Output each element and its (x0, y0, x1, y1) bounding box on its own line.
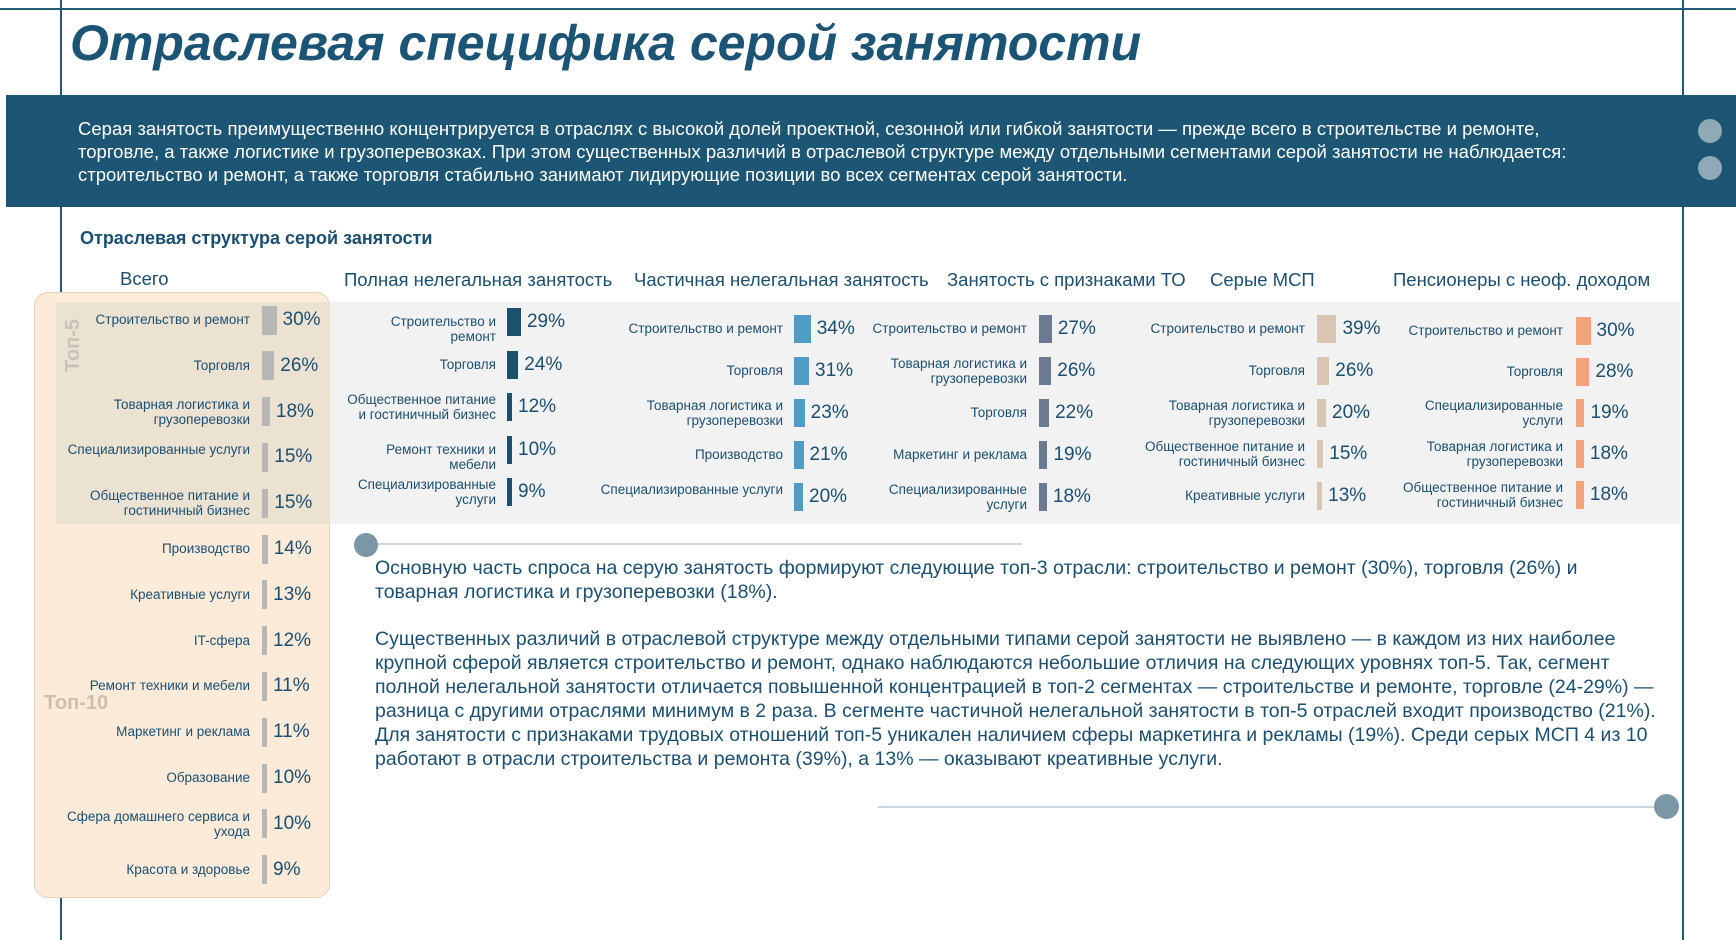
value-label: 31% (815, 360, 854, 381)
header-sme: Серые МСП (1210, 269, 1315, 290)
header-labor-relations: Занятость с признаками ТО (947, 269, 1186, 290)
category-label: Специализированные услуги (357, 477, 496, 507)
value-label: 18% (1589, 443, 1628, 464)
bar (794, 483, 803, 511)
category-label: Ремонт техники и мебели (89, 678, 250, 694)
value-label: 12% (518, 396, 557, 417)
header-total: Всего (120, 268, 169, 289)
banner-dot-upper (1698, 119, 1722, 143)
bar (794, 399, 805, 427)
value-label: 19% (1590, 402, 1629, 423)
value-label: 27% (1057, 318, 1096, 339)
value-label: 13% (1328, 485, 1367, 507)
top10-label: Топ-10 (44, 692, 109, 714)
value-label: 26% (1057, 360, 1096, 381)
right-frame-line (1682, 0, 1684, 95)
category-label: Креативные услуги (1185, 488, 1305, 504)
bar (1039, 483, 1047, 511)
category-label: Специализированные услуги (888, 482, 1027, 512)
bar (794, 441, 804, 469)
value-label: 20% (1332, 401, 1371, 423)
category-label: Маркетинг и реклама (116, 724, 250, 740)
value-label: 18% (1052, 486, 1091, 507)
category-label: Общественное питание и гостиничный бизнес (1402, 480, 1563, 510)
value-label: 12% (273, 629, 312, 651)
value-label: 18% (275, 400, 314, 422)
value-label: 10% (518, 438, 557, 460)
slider-track-upper (366, 543, 1022, 545)
bar (262, 397, 270, 426)
bar (507, 478, 512, 506)
category-label: Торговля (1506, 364, 1563, 379)
left-frame-line (60, 0, 62, 95)
category-label: Товарная логистика и грузоперевозки (646, 398, 783, 428)
value-label: 30% (282, 309, 321, 330)
category-label: Производство (161, 541, 250, 556)
value-label: 20% (809, 486, 848, 507)
value-label: 10% (273, 767, 312, 788)
bar (1576, 399, 1584, 427)
paragraph-top3: Основную часть спроса на серую занятость формируют следующие топ-3 отрасли: строительство и ремонт (30%), торговля (26%) и товарная логистика и грузоперевозки (18%). (375, 557, 1578, 603)
bar (262, 718, 267, 747)
bar (1576, 358, 1589, 386)
chart-title: Отраслевая структура серой занятости (80, 228, 433, 248)
bar (262, 351, 274, 380)
bar (262, 535, 268, 564)
category-label: Товарная логистика и грузоперевозки (1426, 439, 1563, 469)
bar (1317, 440, 1323, 468)
bar (1039, 357, 1051, 385)
header-partial-illegal: Частичная нелегальная занятость (634, 269, 929, 290)
value-label: 21% (809, 444, 848, 465)
category-label: Специализированные услуги (600, 482, 783, 497)
bar (262, 580, 267, 609)
bar (1317, 482, 1322, 510)
top-border-line (0, 8, 1736, 10)
category-label: Торговля (439, 356, 496, 372)
category-label: Строительство и ремонт (95, 312, 250, 327)
category-label: Строительство и ремонт (1150, 321, 1305, 336)
category-label: Строительство и ремонт (872, 321, 1027, 336)
category-label: Торговля (726, 363, 783, 378)
bar (262, 764, 267, 793)
banner-dot-lower (1698, 156, 1722, 180)
bar (1576, 440, 1584, 468)
bar (262, 306, 277, 335)
value-label: 9% (273, 858, 301, 880)
page-title: Отраслевая специфика серой занятости (70, 15, 1142, 71)
category-label: Строительство и ремонт (1408, 323, 1563, 338)
bar (1039, 399, 1049, 427)
category-label: Креативные услуги (130, 586, 250, 602)
value-label: 24% (524, 353, 563, 375)
intro-banner (6, 95, 1736, 207)
category-label: Товарная логистика и грузоперевозки (113, 396, 250, 427)
bar (1317, 315, 1336, 343)
header-full-illegal: Полная нелегальная занятость (344, 269, 613, 290)
category-label: Строительство и ремонт (628, 321, 783, 336)
value-label: 10% (273, 812, 312, 834)
category-label: Строительство и ремонт (390, 314, 496, 344)
category-label: Общественное питание и гостиничный бизнес (347, 392, 496, 422)
value-label: 19% (1053, 444, 1092, 465)
right-frame-line-lower (1682, 207, 1684, 940)
bar (507, 351, 518, 379)
bar (1039, 441, 1047, 469)
value-label: 11% (273, 675, 310, 697)
category-label: Общественное питание и гостиничный бизнес (89, 488, 250, 519)
bar (1039, 315, 1052, 343)
bar (1317, 357, 1329, 385)
slider-track-lower (878, 806, 1666, 808)
value-label: 29% (526, 311, 565, 332)
category-label: Общественное питание и гостиничный бизнес (1144, 439, 1305, 470)
intro-text: Серая занятость преимущественно концентрируется в отраслях с высокой долей проектной, сезонной или гибкой занятости — прежде всего в строительстве и ремонте, торговле, а также логистике и грузоперевозках. При этом существенных различий в отраслевой структуре между отдельными сегментами серой занятости не наблюдается: строительство и ремонт, а также торговля стабильно занимают лидирующие позиции во всех сегментах серой занятости. (78, 118, 1567, 185)
value-label: 26% (280, 354, 319, 376)
value-label: 11% (273, 721, 310, 743)
bar (262, 855, 267, 884)
header-pensioners: Пенсионеры с неоф. доходом (1393, 269, 1651, 290)
value-label: 15% (1329, 443, 1368, 465)
bar (507, 393, 512, 421)
category-label: Ремонт техники и мебели (386, 441, 496, 472)
top5-label: Топ-5 (62, 318, 84, 372)
category-label: Специализированные услуги (1424, 398, 1563, 428)
bar (262, 489, 268, 518)
category-label: Производство (694, 447, 783, 462)
bar (507, 436, 512, 464)
value-label: 26% (1335, 359, 1374, 381)
value-label: 30% (1596, 320, 1635, 341)
bar (794, 315, 811, 343)
slider-knob-upper (354, 533, 378, 557)
value-label: 14% (273, 538, 312, 559)
category-label: Товарная логистика и грузоперевозки (1168, 397, 1305, 428)
paragraph-differences: Существенных различий в отраслевой структуре между отдельными типами серой занятости не выявлено — в каждом из них наиболее крупной сферой является строительство и ремонт, однако наблюдаются небольшие отличия на следующих уровнях топ-5. Так, сегмент полной нелегальной занятости отличается повышенной концентрацией в топ-2 сегментах — строительстве и ремонте, торговле (24-29%) — разница с другими отраслями минимум в 2 раза. В сегменте частичной нелегальной занятости в топ-5 отраслей входит производство (21%). Для занятости с признаками трудовых отношений топ-5 уникален наличием сферы маркетинга и рекламы (19%). Среди серых МСП 4 из 10 работают в отрасли строительства и ремонта (39%), а 13% — оказывают креативные услуги. (375, 628, 1656, 770)
bar (262, 626, 267, 655)
category-label: Торговля (1248, 362, 1305, 378)
value-label: 13% (273, 583, 312, 605)
category-label: Специализированные услуги (67, 442, 250, 458)
bar (262, 443, 268, 472)
bar (262, 809, 267, 838)
value-label: 22% (1055, 402, 1094, 423)
bar (262, 672, 267, 701)
category-label: Маркетинг и реклама (893, 447, 1027, 462)
value-label: 28% (1595, 361, 1634, 382)
bar (1317, 399, 1326, 427)
bar (507, 308, 521, 336)
slider-knob-lower (1654, 794, 1679, 819)
category-label: Красота и здоровье (126, 861, 250, 877)
bar (1576, 317, 1591, 345)
bar (794, 357, 809, 385)
category-label: Торговля (193, 357, 250, 373)
category-label: Торговля (970, 405, 1027, 420)
value-label: 34% (816, 318, 855, 339)
value-label: 15% (274, 492, 313, 514)
value-label: 9% (518, 481, 546, 502)
category-label: IT-сфера (193, 632, 250, 648)
value-label: 15% (274, 446, 313, 468)
value-label: 39% (1342, 318, 1381, 339)
category-label: Сфера домашнего сервиса и ухода (66, 808, 250, 839)
category-label: Товарная логистика и грузоперевозки (890, 356, 1027, 386)
bar (1576, 481, 1584, 509)
value-label: 18% (1589, 484, 1628, 505)
value-label: 23% (810, 402, 849, 423)
category-label: Образование (166, 770, 250, 785)
